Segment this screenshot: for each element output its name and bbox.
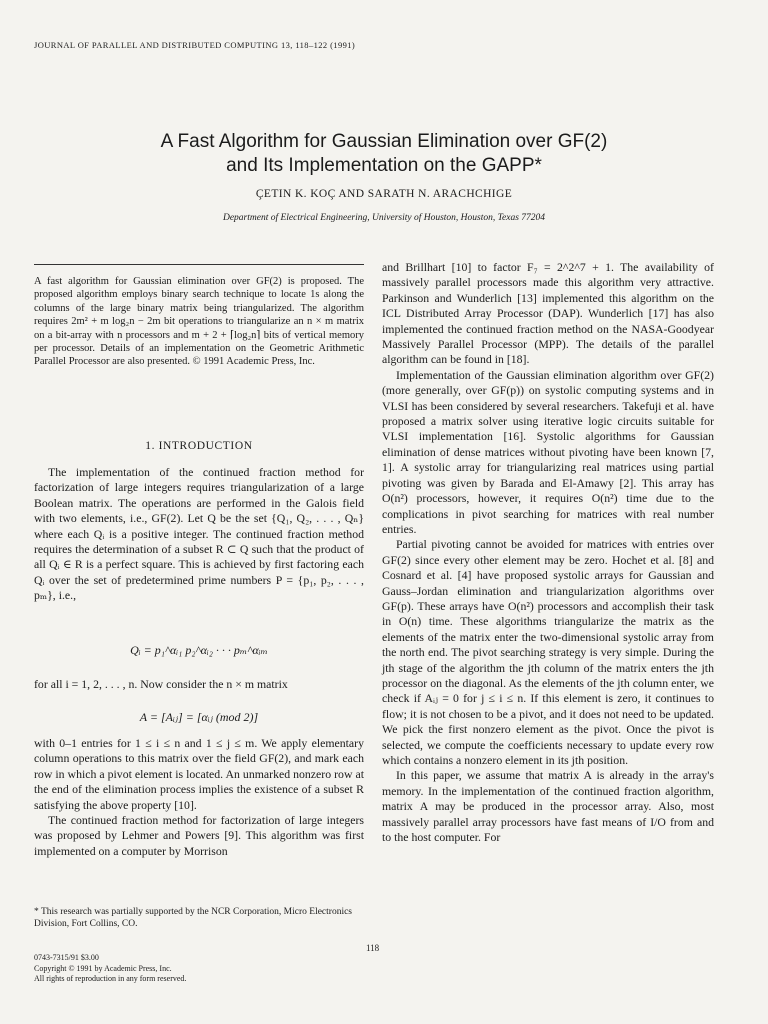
- right-column: [382, 260, 714, 845]
- copyright-block: [34, 953, 186, 985]
- intro-paragraph-3: with 0–1 entries for 1 ≤ i ≤ n and 1 ≤ j ≤ m. We apply elementary column operations to this matrix over the field GF(2), and mark each row in which a pivot element is located. An unmarked nonzero row at the end of the elimination process implies the existence of a subset R satisfying the above property [10].: [34, 736, 364, 812]
- right-paragraph-2: Implementation of the Gaussian elimination algorithm over GF(2) (more generally, over GF(p)) on systolic computing systems and in VLSI has been considered by several researchers. Takefuji et al. have proposed a matrix solver using iterative logic circuits suitable for VLSI implementation [16]. Systolic algorithms for Gaussian elimination of dense matrices without pivoting have been known [7, 1]. A systolic array for triangularizing real matrices using partial pivoting was given by Barada and El-Amawy [2]. This array has O(n²) processors, however, it requires O(n²) time due to the complications in pivot searching for matrices with real number entries.: [382, 367, 714, 536]
- copyright-line-2: Copyright © 1991 by Academic Press, Inc.: [34, 963, 172, 973]
- paper-title: [0, 130, 768, 178]
- right-paragraph-3: Partial pivoting cannot be avoided for matrices with entries over GF(2) since every other element may be zero. Hochet et al. [8] and Cosnard et al. [4] have proposed systolic arrays for Gaussian and Gauss–Jordan elimination and triangularization algorithms over GF(p). These arrays have O(n²) processors and accomplish their task in O(n) time. These algorithms triangularize the matrix as the elements of the matrix enter the two-dimensional systolic array from the north end. The pivot searching strategy is very simple. During the jth stage of the algorithm the jth column of the matrix enters the jth processor on the diagonal. As the elements of the jth column enter, we check if Aᵢⱼ = 0 for j ≤ i ≤ n. If this element is zero, it continues to flow; it is not chosen to be a pivot, and it does not need to be updated. We pick the first nonzero element as the pivot. Once the pivot is selected, we compute the coefficients necessary to update every row which contains a nonzero element in its jth position.: [382, 537, 714, 767]
- copyright-line-3: All rights of reproduction in any form reserved.: [34, 974, 187, 983]
- right-paragraph-4: In this paper, we assume that matrix A is already in the array's memory. In the implementation of the continued fraction algorithm, matrix A may be produced in the processor array. Also, most massively parallel array processors have fast means of I/O from and to the host computer. For: [382, 768, 714, 845]
- title-line-1: A Fast Algorithm for Gaussian Elimination over GF(2): [160, 131, 608, 152]
- intro-paragraph-1: The implementation of the continued fraction method for factorization of large integers requires triangularization of a large Boolean matrix. The operations are performed in the Galois field with two elements, i.e., GF(2). Let Q be the set {Q₁, Q₂, . . . , Qₙ} where each Qᵢ is a positive integer. The continued fraction method requires the determination of a subset R ⊂ Q such that the product of all Qᵢ ∈ R is a perfect square. This is achieved by first factoring each Qᵢ over the set of predetermined prime numbers P = {p₁, p₂, . . . , pₘ}, i.e.,: [34, 465, 364, 603]
- journal-header: JOURNAL OF PARALLEL AND DISTRIBUTED COMPUTING 13, 118–122 (1991): [34, 40, 356, 50]
- copyright-line-1: 0743-7315/91 $3.00: [34, 953, 99, 962]
- footnote: * This research was partially supported by the NCR Corporation, Micro Electronics Division, Fort Collins, CO.: [34, 907, 352, 929]
- right-paragraph-1: and Brillhart [10] to factor F₇ = 2^2^7 + 1. The availability of massively parallel processors made this algorithm very attractive. Parkinson and Wunderlich [13] implemented this algorithm on the ICL Distributed Array Processor (DAP). Wunderlich [17] has also implemented the continued fraction method on the NASA-Goodyear Massively Parallel Processor (MPP). The details of the parallel algorithm can be found in [18].: [382, 260, 714, 367]
- abstract-rule: [34, 264, 364, 265]
- section-heading: 1. INTRODUCTION: [145, 440, 253, 452]
- page-number: 118: [366, 943, 380, 953]
- intro-block-1: [34, 465, 364, 604]
- authors: ÇETIN K. KOÇ AND SARATH N. ARACHCHIGE: [255, 188, 513, 200]
- intro-block-3: [34, 736, 364, 859]
- equation-1: Qᵢ = p₁^αᵢ₁ p₂^αᵢ₂ · · · pₘ^αᵢₘ: [130, 643, 268, 657]
- intro-paragraph-2: for all i = 1, 2, . . . , n. Now consider the n × m matrix: [34, 677, 288, 691]
- abstract: A fast algorithm for Gaussian elimination over GF(2) is proposed. The proposed algorithm employs binary search technique to locate 1s along the columns of the large binary matrix being triangularized. The algorithm requires 2m² + m log₂n − 2m bit operations to triangularize an n × m matrix on a bit-array with n processors and m + 2 + ⌈log₂n⌉ bits of vertical memory per processor. Details of an implementation on the Geometric Arithmetic Parallel Processor are also presented. © 1991 Academic Press, Inc.: [34, 276, 364, 368]
- intro-paragraph-4: The continued fraction method for factorization of large integers was proposed by Lehmer and Powers [9]. This algorithm was first implemented on a computer by Morrison: [34, 813, 364, 858]
- title-line-2: and Its Implementation on the GAPP*: [226, 155, 542, 176]
- equation-2: A = [Aᵢⱼ] = [αᵢⱼ (mod 2)]: [139, 710, 259, 724]
- affiliation: Department of Electrical Engineering, University of Houston, Houston, Texas 77204: [222, 213, 546, 223]
